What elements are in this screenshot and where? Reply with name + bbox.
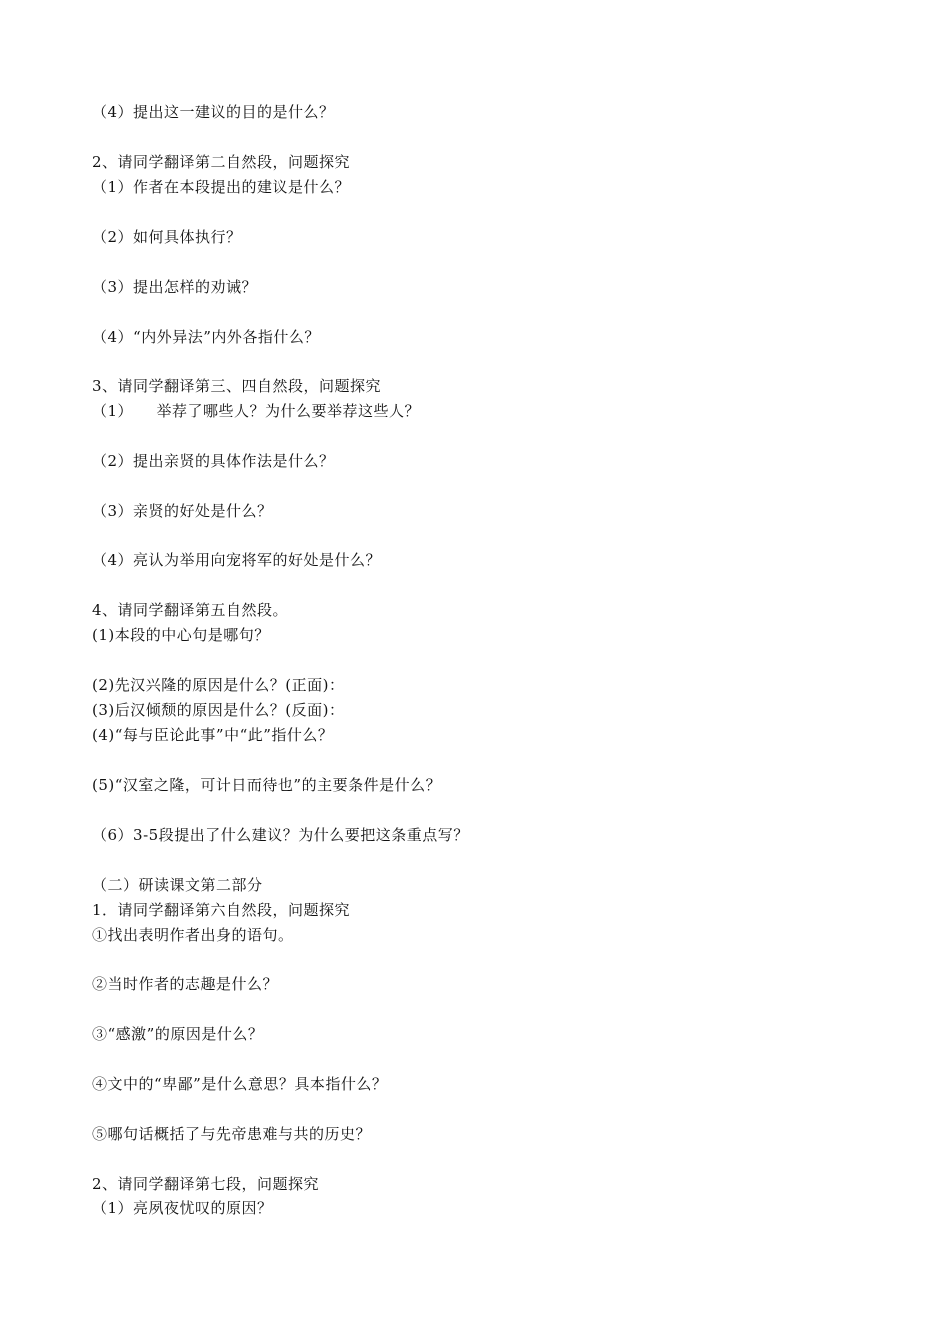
question-para5-6: （6）3-5段提出了什么建议？为什么要把这条重点写？ (92, 826, 469, 844)
question-para5-2: (2)先汉兴隆的原因是什么？(正面)： (92, 676, 345, 694)
question-para2-4: （4）“内外异法”内外各指什么？ (92, 328, 320, 346)
section-part2-1-heading: 1．请同学翻译第六自然段，问题探究 (92, 901, 351, 919)
question-para5-3: (3)后汉倾颓的原因是什么？(反面)： (92, 701, 345, 719)
question-para6-5: ⑤哪句话概括了与先帝患难与共的历史？ (92, 1125, 372, 1143)
question-para3-4: （4）亮认为举用向宠将军的好处是什么？ (92, 551, 382, 569)
part-2-heading: （二）研读课文第二部分 (92, 876, 263, 894)
question-para6-3: ③“感激”的原因是什么？ (92, 1025, 264, 1043)
question-para2-2: （2）如何具体执行？ (92, 228, 242, 246)
question-para5-5: (5)“汉室之隆，可计日而待也”的主要条件是什么？ (92, 776, 442, 794)
section-part2-2-heading: 2、请同学翻译第七段，问题探究 (92, 1175, 320, 1193)
question-para5-4: (4)“每与臣论此事”中“此”指什么？ (92, 726, 334, 744)
section-4-heading: 4、请同学翻译第五自然段。 (92, 601, 289, 619)
question-para3-1: （1） 举荐了哪些人？为什么要举荐这些人？ (92, 402, 421, 420)
question-para6-4: ④文中的“卑鄙”是什么意思？具本指什么？ (92, 1075, 388, 1093)
question-para6-1: ①找出表明作者出身的语句。 (92, 926, 294, 944)
question-para7-1: （1）亮夙夜忧叹的原因？ (92, 1199, 273, 1217)
question-2-4-purpose: （4）提出这一建议的目的是什么？ (92, 103, 335, 121)
section-2-heading: 2、请同学翻译第二自然段，问题探究 (92, 153, 351, 171)
question-para3-3: （3）亲贤的好处是什么？ (92, 502, 273, 520)
question-para2-3: （3）提出怎样的劝诫？ (92, 278, 258, 296)
section-3-heading: 3、请同学翻译第三、四自然段，问题探究 (92, 377, 382, 395)
question-para3-2: （2）提出亲贤的具体作法是什么？ (92, 452, 335, 470)
question-para5-1: (1)本段的中心句是哪句？ (92, 626, 270, 644)
question-para6-2: ②当时作者的志趣是什么？ (92, 975, 279, 993)
question-para2-1: （1）作者在本段提出的建议是什么？ (92, 178, 351, 196)
